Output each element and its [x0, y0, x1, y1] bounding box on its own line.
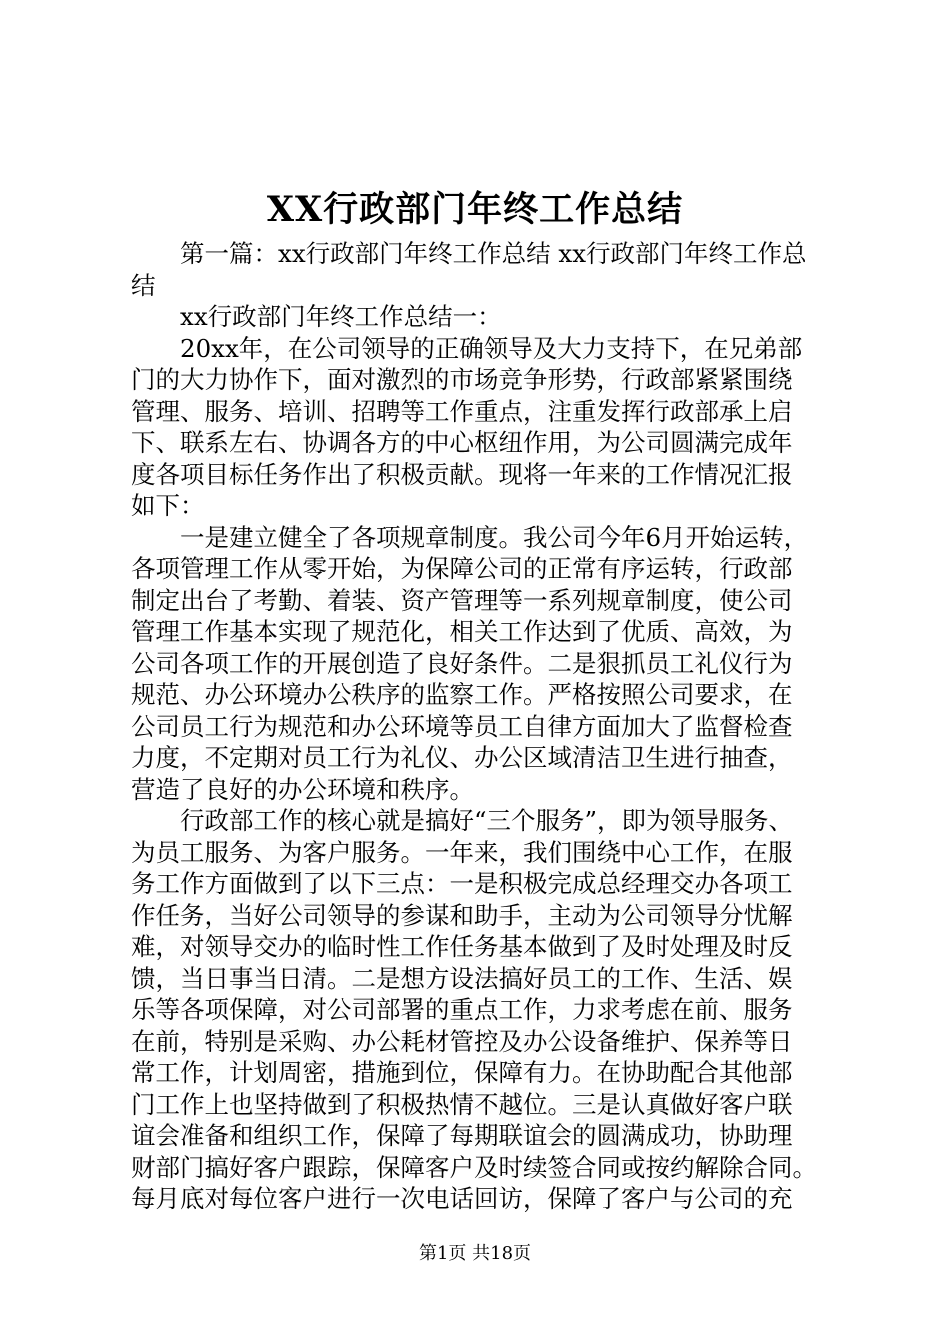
paragraph-line: 管理工作基本实现了规范化，相关工作达到了优质、高效，为 [131, 617, 793, 646]
paragraph-line: 财部门搞好客户跟踪，保障客户及时续签合同或按约解除合同。 [131, 1152, 817, 1182]
paragraph-line: 作任务，当好公司领导的参谋和助手，主动为公司领导分忧解 [131, 900, 793, 930]
paragraph-line: 务工作方面做到了以下三点：一是积极完成总经理交办各项工 [131, 869, 793, 898]
paragraph-line: 行政部工作的核心就是搞好“三个服务”，即为领导服务、 [180, 806, 794, 835]
paragraph-line: 谊会准备和组织工作，保障了每期联谊会的圆满成功，协助理 [131, 1121, 793, 1150]
paragraph-line: 第一篇：xx行政部门年终工作总结 xx行政部门年终工作总 [180, 239, 807, 268]
paragraph-line: 难，对领导交办的临时性工作任务基本做到了及时处理及时反 [131, 932, 793, 961]
paragraph-line: xx行政部门年终工作总结一： [180, 302, 502, 331]
paragraph-line: 下、联系左右、协调各方的中心枢纽作用，为公司圆满完成年 [131, 428, 793, 457]
page-number-footer: 第1页 共18页 [418, 1243, 532, 1264]
paragraph-line: 每月底对每位客户进行一次电话回访，保障了客户与公司的充 [131, 1184, 793, 1213]
paragraph-line: 门工作上也坚持做到了积极热情不越位。三是认真做好客户联 [131, 1089, 793, 1119]
paragraph-line: 为员工服务、为客户服务。一年来，我们围绕中心工作，在服 [131, 837, 793, 867]
paragraph-line: 乐等各项保障，对公司部署的重点工作，力求考虑在前、服务 [131, 995, 793, 1024]
paragraph-line: 制定出台了考勤、着装、资产管理等一系列规章制度，使公司 [131, 585, 793, 615]
paragraph-line: 一是建立健全了各项规章制度。我公司今年6月开始运转， [180, 522, 809, 552]
paragraph-line: 规范、办公环境办公秩序的监察工作。严格按照公司要求，在 [131, 680, 793, 709]
paragraph-line: 馈，当日事当日清。二是想方设法搞好员工的工作、生活、娱 [131, 963, 793, 993]
paragraph-line: 20xx年，在公司领导的正确领导及大力支持下，在兄弟部 [180, 333, 803, 363]
paragraph-line: 力度，不定期对员工行为礼仪、办公区域清洁卫生进行抽查， [131, 743, 793, 772]
paragraph-line: 公司员工行为规范和办公环境等员工自律方面加大了监督检查 [131, 711, 793, 741]
paragraph-line: 结 [131, 270, 156, 300]
paragraph-line: 门的大力协作下，面对激烈的市场竞争形势，行政部紧紧围绕 [131, 365, 793, 394]
paragraph-line: 营造了良好的办公环境和秩序。 [131, 774, 474, 804]
paragraph-line: 管理、服务、培训、招聘等工作重点，注重发挥行政部承上启 [131, 396, 793, 426]
paragraph-line: 常工作，计划周密，措施到位，保障有力。在协助配合其他部 [131, 1058, 793, 1087]
paragraph-line: 在前，特别是采购、办公耗材管控及办公设备维护、保养等日 [131, 1026, 793, 1056]
document-body [131, 238, 831, 1215]
document-title: XX行政部门年终工作总结 [266, 189, 684, 230]
paragraph-line: 度各项目标任务作出了积极贡献。现将一年来的工作情况汇报 [131, 459, 793, 489]
paragraph-line: 如下： [131, 491, 205, 520]
paragraph-line: 各项管理工作从零开始，为保障公司的正常有序运转，行政部 [131, 554, 793, 583]
paragraph-line: 公司各项工作的开展创造了良好条件。二是狠抓员工礼仪行为 [131, 648, 793, 678]
